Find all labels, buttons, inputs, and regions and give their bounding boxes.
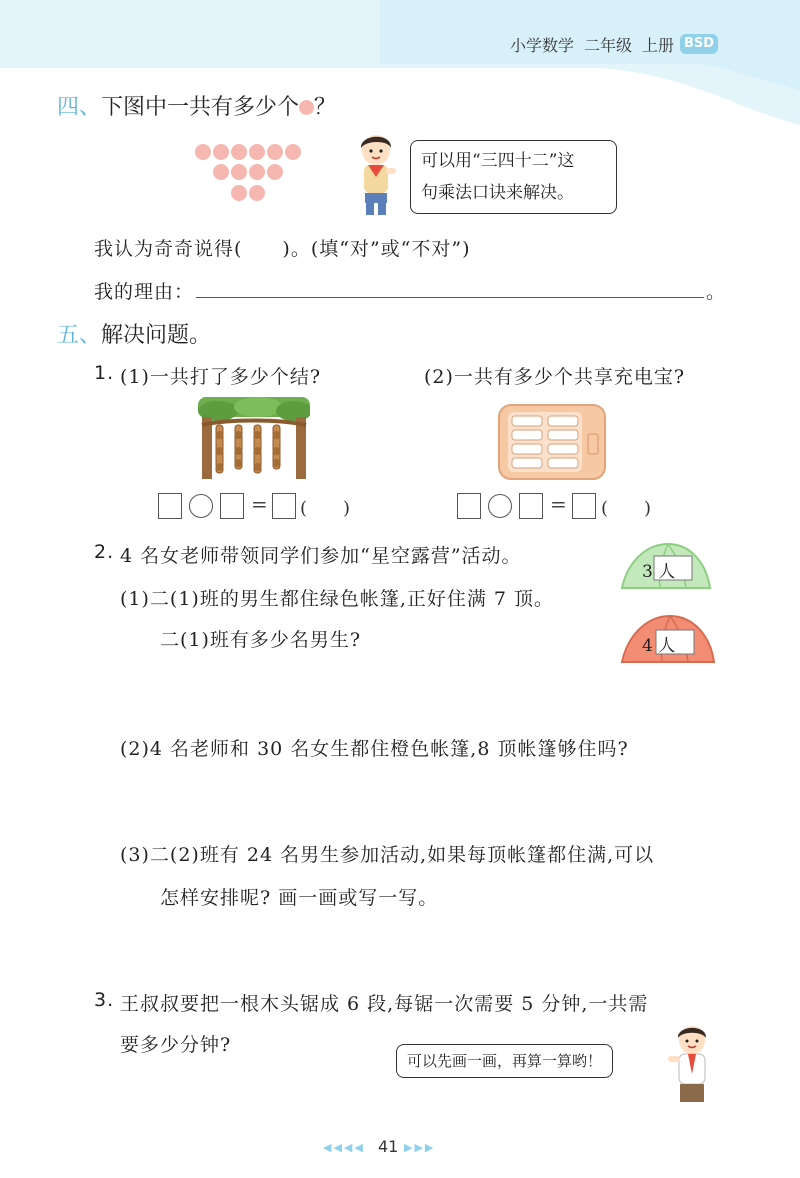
answer-box[interactable] xyxy=(519,493,543,519)
header-grade: 二年级 xyxy=(584,36,633,55)
q1-part1: (1)一共打了多少个结? xyxy=(120,366,322,388)
footer-right-arrows-icon: ▶▶▶ xyxy=(404,1141,436,1154)
q2-part1-line1: (1)二(1)班的男生都住绿色帐篷,正好住满 7 顶。 xyxy=(120,588,555,610)
q1-part2: (2)一共有多少个共享充电宝? xyxy=(424,366,686,388)
section4-title xyxy=(57,90,336,121)
dot xyxy=(231,164,247,180)
dot xyxy=(249,185,265,201)
answer-box[interactable] xyxy=(158,493,182,519)
q2-part2: (2)4 名老师和 30 名女生都住橙色帐篷,8 顶帐篷够住吗? xyxy=(120,738,629,760)
reason-label: 我的理由： xyxy=(94,281,195,303)
q2-part3-line2: 怎样安排呢? 画一画或写一写。 xyxy=(160,887,439,909)
dot xyxy=(231,144,247,160)
orange-tent-label: 4 人 xyxy=(642,636,676,656)
unit-paren[interactable]: ( ) xyxy=(601,498,652,519)
header-subject: 小学数学 xyxy=(510,36,575,55)
q2-part3-line1: (3)二(2)班有 24 名男生参加活动,如果每顶帐篷都住满,可以 xyxy=(120,844,655,866)
dot xyxy=(267,164,283,180)
bubble-line-2: 句乘法口诀来解决。 xyxy=(421,183,574,203)
opinion-text: 我认为奇奇说得( )。(填“对”或“不对”) xyxy=(94,238,471,260)
q2-label: 2. xyxy=(94,541,115,563)
reason-answer-line[interactable] xyxy=(196,297,704,298)
footer-left-arrows-icon: ◀◀◀◀ xyxy=(323,1141,365,1154)
section5-number: 五、 xyxy=(57,323,102,348)
equals-sign: = xyxy=(251,492,268,516)
speech-bubble-qiqi xyxy=(410,140,617,214)
q1-label: 1. xyxy=(94,362,115,384)
dot xyxy=(249,164,265,180)
dot xyxy=(213,164,229,180)
answer-box[interactable] xyxy=(272,493,296,519)
q2-part1-line2: 二(1)班有多少名男生? xyxy=(160,629,362,651)
dot xyxy=(231,185,247,201)
section5-title xyxy=(57,318,211,349)
section4-title-end: ？ xyxy=(314,95,337,120)
reason-end: 。 xyxy=(706,281,727,303)
operator-circle[interactable] xyxy=(488,494,512,518)
operator-circle[interactable] xyxy=(189,494,213,518)
section5-title-text: 解决问题。 xyxy=(101,323,212,348)
bubble-line-1: 可以用“三四十二”这 xyxy=(421,151,575,171)
tree-knots-icon xyxy=(198,397,310,483)
dot xyxy=(195,144,211,160)
boy-qiqi-icon xyxy=(350,132,406,218)
answer-box[interactable] xyxy=(220,493,244,519)
dot xyxy=(267,144,283,160)
section4-number: 四、 xyxy=(57,95,102,120)
q2-intro: 4 名女老师带领同学们参加“星空露营”活动。 xyxy=(120,545,522,567)
green-tent-label: 3 人 xyxy=(642,562,676,582)
answer-box[interactable] xyxy=(457,493,481,519)
dot xyxy=(213,144,229,160)
power-bank-station-icon xyxy=(498,404,608,482)
q3-line1: 王叔叔要把一根木头锯成 6 段,每锯一次需要 5 分钟,一共需 xyxy=(120,993,649,1015)
dot xyxy=(249,144,265,160)
unit-paren[interactable]: ( ) xyxy=(300,498,351,519)
section4-title-text: 下图中一共有多少个 xyxy=(101,95,300,120)
speech-bubble-hint: 可以先画一画，再算一算哟！ xyxy=(396,1044,613,1078)
answer-box[interactable] xyxy=(572,493,596,519)
q3-line2: 要多少分钟? xyxy=(120,1034,232,1056)
equals-sign: = xyxy=(550,492,567,516)
dot-inline-icon xyxy=(299,100,314,115)
dot xyxy=(285,144,301,160)
header-volume: 上册 xyxy=(642,36,675,55)
header-badge: BSD xyxy=(680,34,718,54)
boy-teacher-icon xyxy=(662,1024,722,1106)
page-number: 41 xyxy=(378,1137,399,1156)
q3-label: 3. xyxy=(94,989,115,1011)
